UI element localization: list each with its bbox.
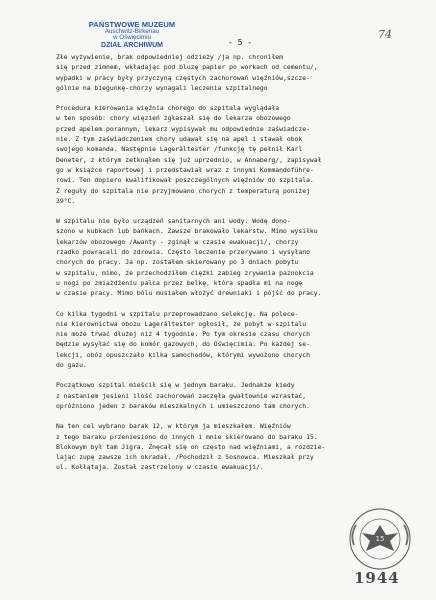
paragraph bbox=[56, 52, 394, 93]
archive-stamp bbox=[86, 21, 178, 49]
text-line: lekarzów obozowego /Awanty - zginął w czasie ewakuacji/, chorzy bbox=[56, 237, 299, 246]
document-body bbox=[56, 52, 394, 483]
text-line: rzadko powracali do zdrowia. Często leczenie przerywano i wysyłano bbox=[56, 248, 310, 257]
text-line: w czasie pracy. Mimo bólu musiałem włożyć drewniaki i pójść do pracy. bbox=[56, 289, 322, 298]
paragraph bbox=[56, 103, 394, 206]
text-line: 39°C. bbox=[56, 196, 76, 205]
association-logo bbox=[340, 505, 420, 591]
stamp-line-place: Auschwitz-Birkenau bbox=[104, 27, 160, 35]
text-line: wypadki w pracy były przyczyną częstych zachorowań więźniów,szcze- bbox=[56, 73, 310, 82]
stamp-line-city: w Oświęcimiu bbox=[113, 34, 151, 42]
text-line: szono w kubkach lub bańkach. Zawsze brakowało lekarstw. Mimo wysiłku bbox=[56, 227, 318, 236]
text-line: Co kilka tygodni w szpitalu przeprowadzano selekcję. Na polece- bbox=[56, 309, 299, 318]
text-line: nie. Z tym zaświadczeniem chory udawał się na apel i stawał obok bbox=[56, 135, 303, 144]
text-line: u nogi po zmiażdżeniu palca przez belkę, która spadła mi na nogę bbox=[56, 278, 303, 287]
text-line: nie kierownictwa obozu Lagerältester ogłosił, że pobyt w szpitalu bbox=[56, 319, 307, 328]
text-line: Blokowym był tam Jigra. Znęcał się on często nad więźniami, a rozdzie- bbox=[56, 442, 326, 451]
text-line: Na ten cel wybrano barak 12, w którym ja mieszkałem. Więźniów bbox=[56, 422, 291, 431]
text-line: go w książce raportowej i przedstawiał wraz z innymi Kommandoführe- bbox=[56, 165, 314, 174]
text-line: w szpitalu, mimo, że przechodziłem ciężki zabieg zrywania paznokcia bbox=[56, 268, 314, 277]
text-line: będzie wysyłać się do komór gazowych, do Oświęcimia. Po każdej se- bbox=[56, 340, 310, 349]
text-line: nie może trwać dłużej niż 4 tygodnie. Po tym okresie czasu chorych bbox=[56, 330, 310, 339]
text-line: W szpitalu nie było urządzeń sanitarnych ani wody. Wodę dono- bbox=[56, 217, 291, 226]
paragraph bbox=[56, 216, 394, 298]
text-line: chorych do pracy. Ja np. zostałem skierowany po 3 dniach pobytu bbox=[56, 258, 299, 267]
handwritten-page-number: 74 bbox=[378, 28, 392, 41]
text-line: gólnie na biegunkę-chorzy wynagali leczenia szpitalnego bbox=[56, 83, 268, 92]
paragraph bbox=[56, 309, 394, 371]
text-line: Procedura kierowania więźnia chorego do szpitala wyglądała bbox=[56, 104, 280, 113]
page-number: - 5 - bbox=[228, 38, 253, 47]
text-line: Początkowo szpital mieścił się w jednym baraku. Jednakże kiedy bbox=[56, 381, 295, 390]
text-line: Złe wyżywienie, brak odpowiedniej odzieży /ja np. chroniłem bbox=[56, 53, 284, 61]
text-line: ul. Kołłątaja. Został zastrzelony w czasie ewakuacji/. bbox=[56, 463, 264, 472]
text-line: przed apelem porannym, lekarz wypisywał mu odpowiednie zaświadcze- bbox=[56, 124, 310, 133]
stamp-line-department: DZIAŁ ARCHIWUM bbox=[101, 41, 163, 49]
eagle-emblem-icon bbox=[340, 505, 420, 575]
text-line: z nastaniem jesieni ilość zachorowań zaczęła gwałtownie wzrastać, bbox=[56, 391, 307, 400]
text-line: Z reguły do szpitala nie przyjmowano chorych z temperaturą poniżej bbox=[56, 186, 310, 195]
text-line: w ten sposób: chory więzień zgłaszał się do lekarza obozowego bbox=[56, 114, 291, 123]
text-line: z tego baraku przeniesiono do innych i mnie skierowano do baraku 15. bbox=[56, 432, 318, 441]
text-line: rowi. Ten dopiero kwalifikował poszczególnych więźniów do szpitala. bbox=[56, 176, 314, 185]
text-line: lekcji, obóz opuszczało kilka samochodów, którymi wywożono chorych bbox=[56, 350, 310, 359]
text-line: lając zupę zawsze ich okradał. /Pochodził z Sosnowca. Mieszkał przy bbox=[56, 453, 314, 462]
badge-number: 15 bbox=[375, 535, 385, 543]
text-line: do gazu. bbox=[56, 361, 87, 370]
text-line: swojego komanda. Następnie Lagerältester /funkcję tę pełnił Karl bbox=[56, 145, 303, 154]
badge-year: 1944 bbox=[354, 569, 400, 587]
paragraph bbox=[56, 380, 394, 411]
text-line: się przed zimnem, wkładając pod bluzę papier po workach od cementu/, bbox=[56, 63, 318, 72]
text-line: opróżniono jeden z baraków mieszkalnych i umieszczono tam chorych. bbox=[56, 401, 310, 410]
stamp-line-museum: PAŃSTWOWE MUZEUM bbox=[88, 20, 176, 29]
paragraph bbox=[56, 421, 394, 472]
text-line: Deneter, z którym zetknąłem się już uprzednio, w Annaberg/, zapisywał bbox=[56, 155, 322, 164]
